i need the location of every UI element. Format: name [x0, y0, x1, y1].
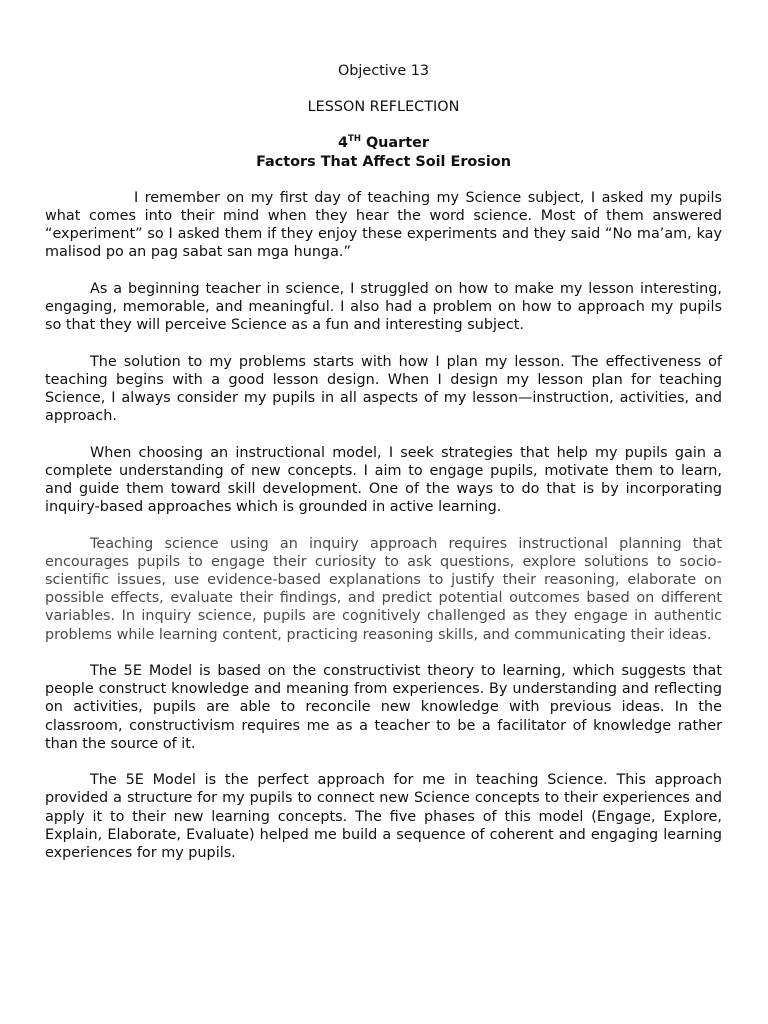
- lesson-title: Factors That Affect Soil Erosion: [256, 153, 511, 170]
- quarter-word: Quarter: [365, 135, 429, 152]
- document-page: [45, 62, 722, 880]
- quarter-superscript: TH: [348, 134, 361, 145]
- paragraph-3: The solution to my problems starts with how I plan my lesson. The effectiveness of teaching begins with a good lesson design. When I design my lesson plan for teaching Science, I always consider my pupils in all aspects of my lesson—instruction, activities, and approach.: [45, 353, 722, 425]
- reflection-heading: LESSON REFLECTION: [307, 99, 460, 116]
- paragraph-6: The 5E Model is based on the constructivist theory to learning, which suggests that people construct knowledge and meaning from experiences. By understanding and reflecting on activities, pupils are able to reconcile new knowledge with previous ideas. In the classroom, constructivism requires me as a teacher to be a facilitator of knowledge rather than the source of it.: [45, 663, 722, 752]
- quarter-number: 4: [338, 135, 349, 152]
- paragraph-5: Teaching science using an inquiry approach requires instructional planning that encourages pupils to engage their curiosity to ask questions, explore solutions to socio-scientific issues, use evidence-based explanations to justify their reasoning, elaborate on possible effects, evaluate their findings, and predict potential outcomes based on different variables. In inquiry science, pupils are cognitively challenged as they engage in authentic problems while learning content, practicing reasoning skills, and communicating their ideas.: [45, 535, 722, 643]
- quarter-heading: [45, 134, 722, 152]
- objective-label: Objective 13: [337, 63, 430, 79]
- paragraph-7: The 5E Model is the perfect approach for me in teaching Science. This approach provided a structure for my pupils to connect new Science concepts to their experiences and apply it to their new learning concepts. The five phases of this model (Engage, Explore, Explain, Elaborate, Evaluate) helped me build a sequence of coherent and engaging learning experiences for my pupils.: [45, 772, 722, 862]
- paragraph-1: I remember on my first day of teaching my Science subject, I asked my pupils what comes into their mind when they hear the word science. Most of them answered “experiment” so I asked them if they enjoy these experiments and they said “No ma’am, kay malisod po an pag sabat san mga hunga.”: [45, 189, 722, 261]
- paragraph-2: As a beginning teacher in science, I struggled on how to make my lesson interesting, engaging, memorable, and meaningful. I also had a problem on how to approach my pupils so that they will perceive Science as a fun and interesting subject.: [45, 280, 722, 334]
- paragraph-4: When choosing an instructional model, I seek strategies that help my pupils gain a complete understanding of new concepts. I aim to engage pupils, motivate them to learn, and guide them toward skill development. One of the ways to do that is by incorporating inquiry-based approaches which is grounded in active learning.: [45, 444, 722, 516]
